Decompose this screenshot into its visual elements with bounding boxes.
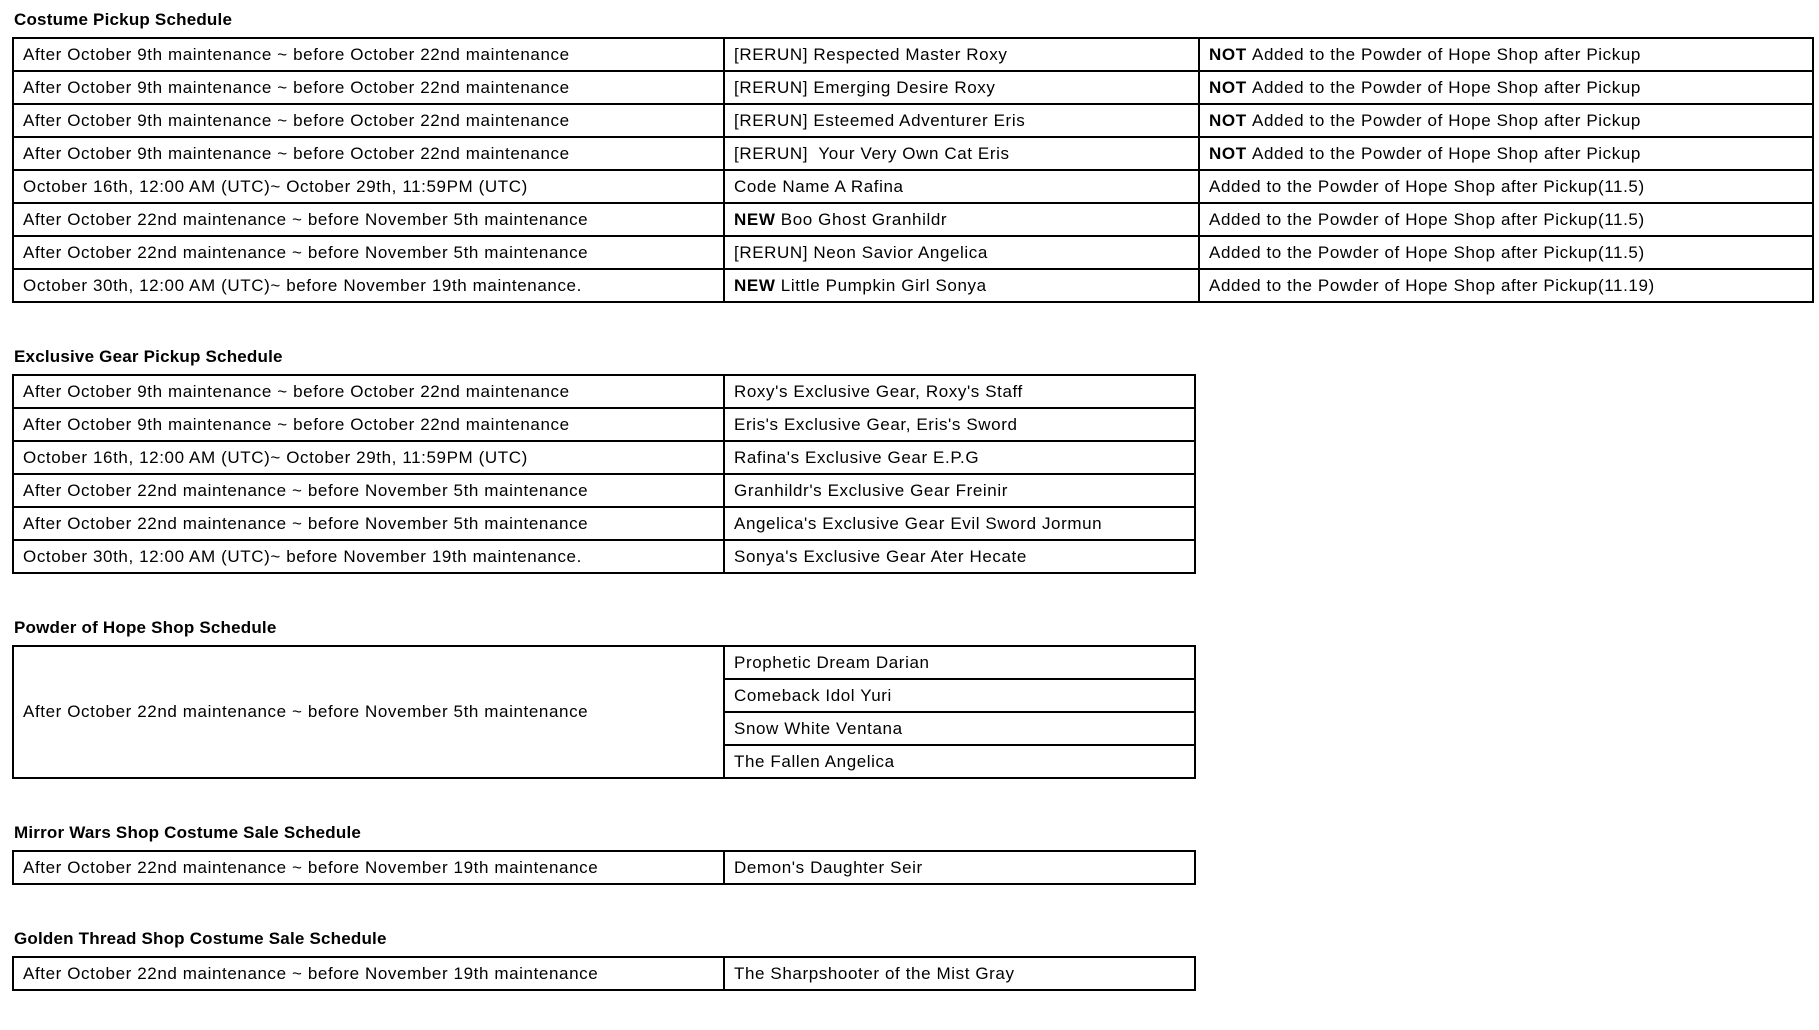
period-cell: After October 9th maintenance ~ before October 22nd maintenance	[13, 104, 724, 137]
period-cell: October 16th, 12:00 AM (UTC)~ October 29th, 11:59PM (UTC)	[13, 441, 724, 474]
costume-name: [RERUN] Emerging Desire Roxy	[734, 77, 996, 97]
period-cell: October 30th, 12:00 AM (UTC)~ before November 19th maintenance.	[13, 540, 724, 573]
gear-cell: Granhildr's Exclusive Gear Freinir	[724, 474, 1195, 507]
costume-cell: Demon's Daughter Seir	[724, 851, 1195, 884]
mirror-wars-shop-table	[12, 850, 1196, 885]
table-row	[13, 474, 1195, 507]
section-exclusive-gear-pickup-schedule	[12, 347, 1819, 574]
note-cell	[1199, 71, 1813, 104]
note-cell	[1199, 170, 1813, 203]
table-row	[13, 71, 1813, 104]
costume-cell	[724, 236, 1199, 269]
costume-name: [RERUN] Neon Savior Angelica	[734, 242, 988, 262]
costume-name: Little Pumpkin Girl Sonya	[780, 275, 987, 295]
costume-cell	[724, 137, 1199, 170]
gear-cell: Eris's Exclusive Gear, Eris's Sword	[724, 408, 1195, 441]
costume-cell	[724, 269, 1199, 302]
table-row	[13, 851, 1195, 884]
table-row	[13, 957, 1195, 990]
period-cell: After October 22nd maintenance ~ before November 5th maintenance	[13, 203, 724, 236]
table-row	[13, 104, 1813, 137]
new-tag: NEW	[734, 275, 781, 295]
period-cell: After October 22nd maintenance ~ before November 5th maintenance	[13, 236, 724, 269]
section-costume-pickup-schedule	[12, 10, 1819, 303]
gear-cell: Roxy's Exclusive Gear, Roxy's Staff	[724, 375, 1195, 408]
new-tag: NEW	[734, 209, 781, 229]
table-row	[13, 137, 1813, 170]
costume-name: [RERUN] Respected Master Roxy	[734, 44, 1008, 64]
costume-name: [RERUN] Your Very Own Cat Eris	[734, 143, 1010, 163]
costume-pickup-table	[12, 37, 1814, 303]
note-cell	[1199, 137, 1813, 170]
exclusive-gear-table	[12, 374, 1196, 574]
period-cell: After October 22nd maintenance ~ before November 19th maintenance	[13, 851, 724, 884]
costume-cell	[724, 38, 1199, 71]
period-cell: After October 9th maintenance ~ before October 22nd maintenance	[13, 137, 724, 170]
golden-thread-shop-sale-schedule-title: Golden Thread Shop Costume Sale Schedule	[14, 929, 387, 948]
period-cell: After October 9th maintenance ~ before October 22nd maintenance	[13, 375, 724, 408]
table-row	[13, 540, 1195, 573]
table-row	[13, 38, 1813, 71]
gear-cell: Sonya's Exclusive Gear Ater Hecate	[724, 540, 1195, 573]
table-row	[13, 203, 1813, 236]
table-row	[13, 236, 1813, 269]
not-tag: NOT	[1209, 110, 1253, 130]
table-row	[13, 170, 1813, 203]
section-mirror-wars-shop-sale-schedule	[12, 823, 1819, 885]
note-cell	[1199, 104, 1813, 137]
table-row	[13, 408, 1195, 441]
costume-name: Code Name A Rafina	[734, 176, 904, 196]
table-row	[13, 507, 1195, 540]
period-cell: After October 22nd maintenance ~ before November 5th maintenance	[13, 474, 724, 507]
note-cell	[1199, 269, 1813, 302]
golden-thread-shop-table	[12, 956, 1196, 991]
costume-cell	[724, 203, 1199, 236]
note-cell	[1199, 236, 1813, 269]
mirror-wars-shop-sale-schedule-title: Mirror Wars Shop Costume Sale Schedule	[14, 823, 362, 842]
period-cell: After October 22nd maintenance ~ before November 5th maintenance	[13, 507, 724, 540]
period-cell: After October 22nd maintenance ~ before November 19th maintenance	[13, 957, 724, 990]
note-text: Added to the Powder of Hope Shop after Pickup(11.5)	[1209, 242, 1645, 262]
note-cell	[1199, 203, 1813, 236]
gear-cell: Rafina's Exclusive Gear E.P.G	[724, 441, 1195, 474]
section-powder-of-hope-shop-schedule	[12, 618, 1819, 779]
exclusive-gear-pickup-schedule-title: Exclusive Gear Pickup Schedule	[14, 347, 283, 366]
note-text: Added to the Powder of Hope Shop after Pickup	[1252, 44, 1641, 64]
period-cell: October 30th, 12:00 AM (UTC)~ before November 19th maintenance.	[13, 269, 724, 302]
note-text: Added to the Powder of Hope Shop after Pickup(11.5)	[1209, 209, 1645, 229]
table-row	[13, 269, 1813, 302]
costume-cell: Prophetic Dream Darian	[724, 646, 1195, 679]
period-cell: After October 9th maintenance ~ before October 22nd maintenance	[13, 71, 724, 104]
period-cell: After October 9th maintenance ~ before October 22nd maintenance	[13, 38, 724, 71]
gear-cell: Angelica's Exclusive Gear Evil Sword Jormun	[724, 507, 1195, 540]
note-text: Added to the Powder of Hope Shop after Pickup(11.19)	[1209, 275, 1655, 295]
costume-pickup-schedule-title: Costume Pickup Schedule	[14, 10, 233, 29]
costume-cell: Comeback Idol Yuri	[724, 679, 1195, 712]
note-text: Added to the Powder of Hope Shop after Pickup	[1252, 143, 1641, 163]
not-tag: NOT	[1209, 143, 1253, 163]
period-cell: October 16th, 12:00 AM (UTC)~ October 29th, 11:59PM (UTC)	[13, 170, 724, 203]
powder-of-hope-shop-table	[12, 645, 1196, 779]
costume-name: [RERUN] Esteemed Adventurer Eris	[734, 110, 1026, 130]
table-row	[13, 375, 1195, 408]
costume-cell	[724, 104, 1199, 137]
not-tag: NOT	[1209, 44, 1253, 64]
note-cell	[1199, 38, 1813, 71]
table-row	[13, 441, 1195, 474]
period-cell: After October 9th maintenance ~ before October 22nd maintenance	[13, 408, 724, 441]
note-text: Added to the Powder of Hope Shop after Pickup	[1252, 77, 1641, 97]
note-text: Added to the Powder of Hope Shop after Pickup(11.5)	[1209, 176, 1645, 196]
table-row	[13, 646, 1195, 679]
note-text: Added to the Powder of Hope Shop after Pickup	[1252, 110, 1641, 130]
costume-cell	[724, 71, 1199, 104]
costume-cell: The Fallen Angelica	[724, 745, 1195, 778]
not-tag: NOT	[1209, 77, 1253, 97]
period-cell: After October 22nd maintenance ~ before November 5th maintenance	[13, 646, 724, 778]
costume-cell: Snow White Ventana	[724, 712, 1195, 745]
costume-name: Boo Ghost Granhildr	[780, 209, 948, 229]
costume-cell	[724, 170, 1199, 203]
section-golden-thread-shop-sale-schedule	[12, 929, 1819, 991]
powder-of-hope-shop-schedule-title: Powder of Hope Shop Schedule	[14, 618, 277, 637]
costume-cell: The Sharpshooter of the Mist Gray	[724, 957, 1195, 990]
